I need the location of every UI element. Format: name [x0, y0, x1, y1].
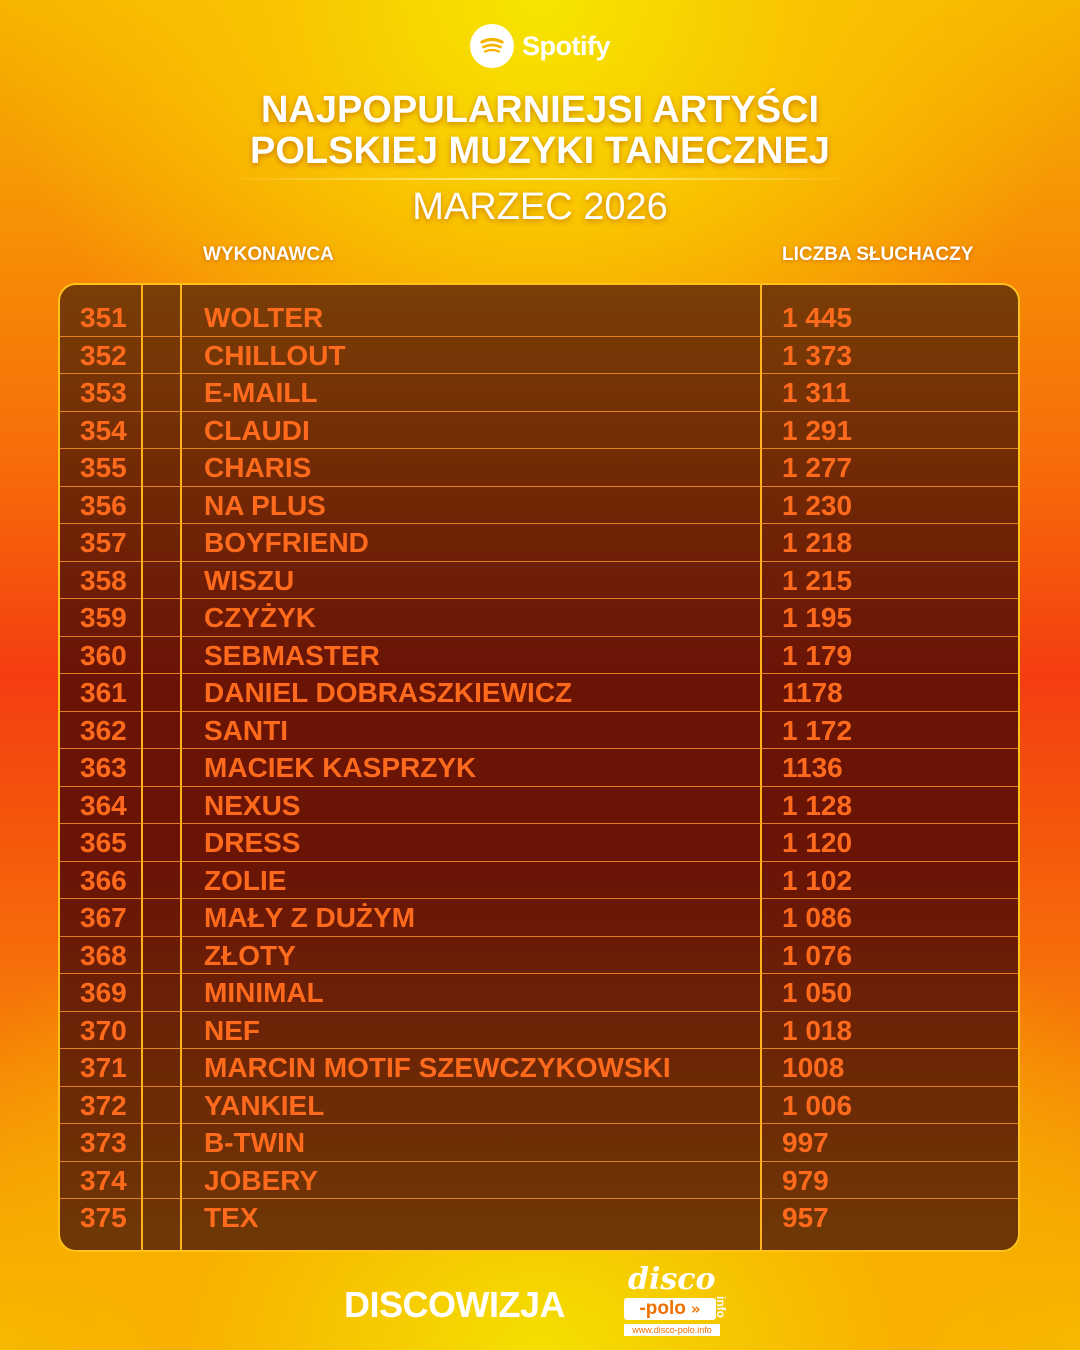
rank-cell: 369 — [80, 977, 127, 1008]
listeners-cell: 1 218 — [782, 527, 853, 558]
listeners-cell: 1 195 — [782, 602, 853, 633]
artist-cell: SANTI — [204, 714, 288, 746]
rank-cell: 375 — [80, 1202, 127, 1233]
listeners-cell: 1 050 — [782, 977, 853, 1008]
rank-cell: 352 — [80, 339, 127, 371]
disco-polo-box — [624, 1298, 716, 1320]
artist-cell: BOYFRIEND — [204, 527, 369, 558]
table-row — [60, 712, 1018, 750]
rank-cell: 355 — [80, 452, 127, 483]
rank-cell: 365 — [80, 827, 127, 858]
table-row — [60, 1087, 1018, 1125]
disco-polo-script: disco — [628, 1262, 716, 1297]
column-header-artist: WYKONAWCA — [203, 244, 334, 265]
artist-cell: MACIEK KASPRZYK — [204, 752, 477, 783]
spotify-logo-icon — [470, 24, 514, 68]
artist-cell: CHILLOUT — [204, 339, 346, 371]
artist-cell: ZŁOTY — [204, 939, 296, 971]
table-row — [60, 899, 1018, 937]
artist-cell: E-MAILL — [204, 377, 318, 408]
table-row — [60, 862, 1018, 900]
disco-polo-logo — [622, 1262, 752, 1338]
listeners-cell: 1 179 — [782, 639, 853, 671]
rank-cell: 351 — [80, 302, 127, 333]
listeners-cell: 1 128 — [782, 789, 853, 821]
page-subtitle: MARZEC 2026 — [412, 186, 668, 228]
artist-cell: DRESS — [204, 827, 301, 858]
listeners-cell: 997 — [782, 1127, 829, 1158]
rank-cell: 353 — [80, 377, 127, 408]
table-row — [60, 562, 1018, 600]
rank-cell: 368 — [80, 939, 127, 971]
table-row — [60, 487, 1018, 525]
listeners-cell: 979 — [782, 1164, 829, 1196]
artist-cell: NEXUS — [204, 789, 301, 821]
table-row — [60, 674, 1018, 712]
listeners-cell: 957 — [782, 1202, 829, 1233]
artist-cell: TEX — [204, 1202, 259, 1233]
rank-cell: 357 — [80, 527, 127, 558]
artist-cell: DANIEL DOBRASZKIEWICZ — [204, 677, 573, 708]
table-row — [60, 974, 1018, 1012]
artist-cell: JOBERY — [204, 1164, 319, 1196]
artist-cell: CLAUDI — [204, 414, 310, 446]
table-row — [60, 299, 1018, 337]
table-row — [60, 937, 1018, 975]
rank-cell: 371 — [80, 1052, 127, 1083]
listeners-cell: 1 120 — [782, 827, 853, 858]
rank-cell: 362 — [80, 714, 127, 746]
table-row — [60, 1124, 1018, 1162]
listeners-cell: 1178 — [782, 677, 843, 708]
listeners-cell: 1 018 — [782, 1014, 853, 1046]
disco-polo-box-text: -polo — [639, 1298, 686, 1319]
column-header-listeners: LICZBA SŁUCHACZY — [782, 244, 974, 265]
artist-cell: SEBMASTER — [204, 639, 380, 671]
rank-cell: 354 — [80, 414, 127, 446]
rank-cell: 356 — [80, 489, 127, 521]
rank-cell: 360 — [80, 639, 127, 671]
title-line-1: NAJPOPULARNIEJSI ARTYŚCI — [260, 89, 820, 131]
rank-cell: 372 — [80, 1089, 127, 1121]
disco-polo-info: info — [714, 1296, 728, 1318]
artist-cell: MAŁY Z DUŻYM — [204, 902, 416, 933]
listeners-cell: 1136 — [782, 752, 843, 783]
table-row — [60, 599, 1018, 637]
artist-cell: CZYŻYK — [204, 602, 316, 633]
table-row — [60, 787, 1018, 825]
discowizja-logo: DISCOWIZJA — [344, 1284, 566, 1325]
listeners-cell: 1 172 — [782, 714, 853, 746]
rank-cell: 364 — [80, 789, 127, 821]
spotify-logo — [0, 24, 1080, 68]
table-row — [60, 449, 1018, 487]
table-rows — [60, 299, 1018, 1237]
rank-cell: 358 — [80, 564, 127, 596]
rank-cell: 363 — [80, 752, 127, 783]
listeners-cell: 1 102 — [782, 864, 853, 896]
rank-cell: 359 — [80, 602, 127, 633]
table-row — [60, 412, 1018, 450]
rank-cell: 361 — [80, 677, 127, 708]
rank-cell: 367 — [80, 902, 127, 933]
table-row — [60, 824, 1018, 862]
table-row — [60, 1012, 1018, 1050]
table-row — [60, 374, 1018, 412]
artist-cell: YANKIEL — [204, 1089, 325, 1121]
table-row — [60, 637, 1018, 675]
footer — [0, 1262, 1080, 1343]
rank-cell: 370 — [80, 1014, 127, 1046]
spotify-wordmark: Spotify — [522, 30, 610, 61]
rank-cell: 374 — [80, 1164, 127, 1196]
artist-cell: B-TWIN — [204, 1127, 306, 1158]
listeners-cell: 1008 — [782, 1052, 845, 1083]
artist-cell: MINIMAL — [204, 977, 324, 1008]
listeners-cell: 1 277 — [782, 452, 853, 483]
disco-polo-url: www.disco-polo.info — [624, 1324, 720, 1336]
listeners-cell: 1 311 — [782, 377, 851, 408]
listeners-cell: 1 006 — [782, 1089, 853, 1121]
title-divider — [220, 178, 860, 180]
listeners-cell: 1 086 — [782, 902, 853, 933]
artist-cell: MARCIN MOTIF SZEWCZYKOWSKI — [204, 1052, 671, 1083]
table-row — [60, 524, 1018, 562]
page-title — [0, 90, 1080, 172]
listeners-cell: 1 215 — [782, 564, 853, 596]
listeners-cell: 1 445 — [782, 302, 853, 333]
table-row — [60, 337, 1018, 375]
listeners-cell: 1 373 — [782, 339, 853, 371]
artist-cell: NA PLUS — [204, 489, 326, 521]
table-row — [60, 1199, 1018, 1237]
listeners-cell: 1 076 — [782, 939, 853, 971]
artist-cell: NEF — [204, 1014, 260, 1046]
rank-cell: 373 — [80, 1127, 127, 1158]
table-row — [60, 749, 1018, 787]
artist-cell: ZOLIE — [204, 864, 287, 896]
fast-forward-icon: » — [690, 1300, 701, 1318]
table-row — [60, 1049, 1018, 1087]
ranking-table — [58, 283, 1020, 1252]
title-line-2: POLSKIEJ MUZYKI TANECZNEJ — [250, 130, 830, 172]
artist-cell: WISZU — [204, 564, 295, 596]
table-row — [60, 1162, 1018, 1200]
listeners-cell: 1 291 — [782, 414, 853, 446]
listeners-cell: 1 230 — [782, 489, 853, 521]
rank-cell: 366 — [80, 864, 127, 896]
artist-cell: WOLTER — [204, 302, 324, 333]
artist-cell: CHARIS — [204, 452, 312, 483]
